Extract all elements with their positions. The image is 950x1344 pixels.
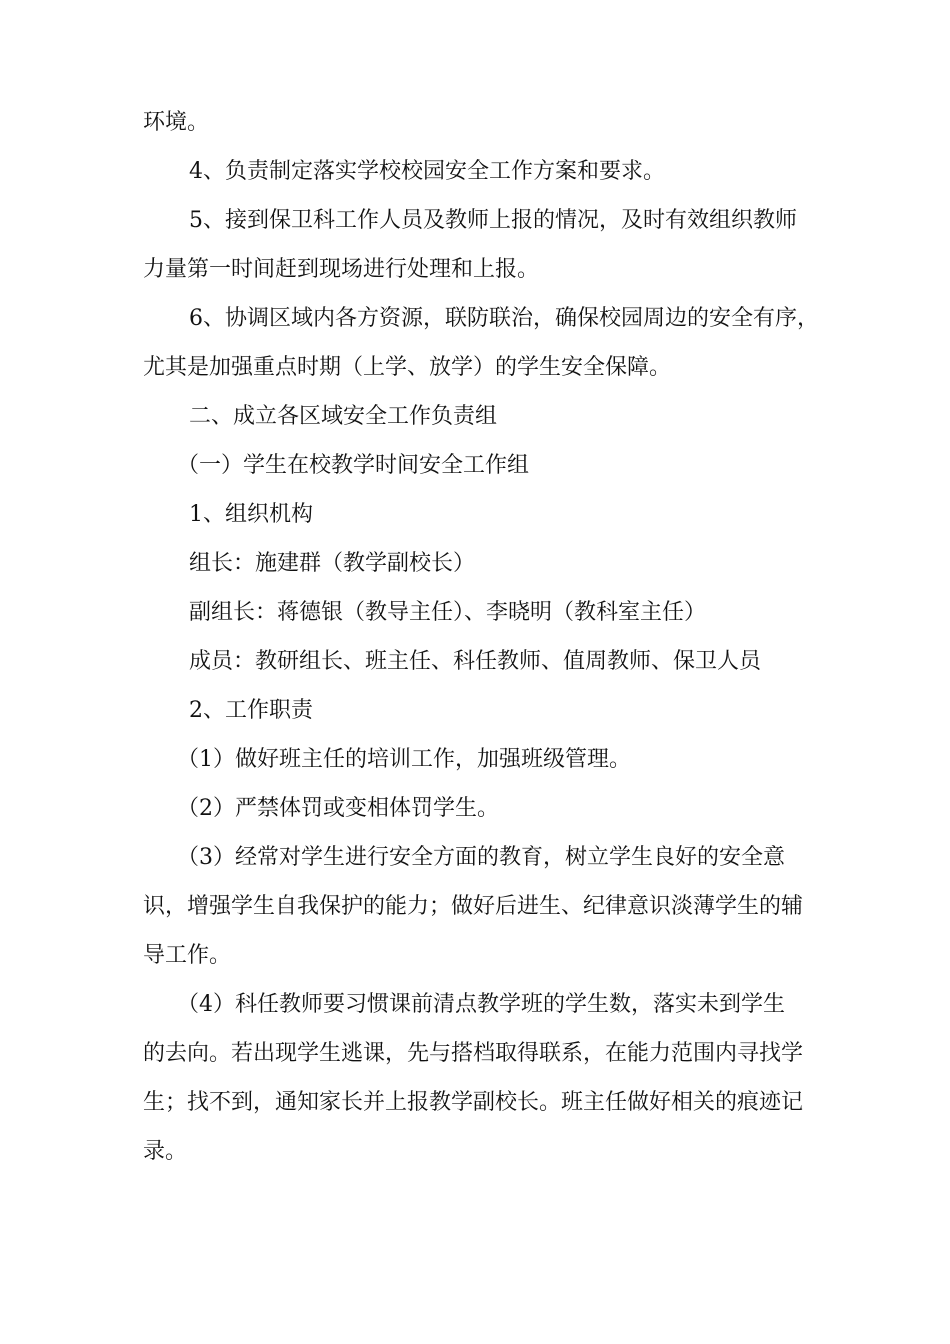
paragraph-line: 识，增强学生自我保护的能力；做好后进生、纪律意识淡薄学生的辅	[143, 894, 804, 919]
item-heading: 2、工作职责	[189, 698, 313, 723]
subsection-heading: （一）学生在校教学时间安全工作组	[177, 453, 530, 478]
item-heading: 1、组织机构	[189, 502, 313, 527]
paragraph-line: （2）严禁体罚或变相体罚学生。	[177, 796, 499, 821]
paragraph-line: 组长：施建群（教学副校长）	[189, 551, 476, 576]
document-body	[143, 98, 823, 1176]
paragraph-line: （1）做好班主任的培训工作，加强班级管理。	[177, 747, 631, 772]
paragraph-line: 成员：教研组长、班主任、科任教师、值周教师、保卫人员	[189, 649, 762, 674]
section-heading: 二、成立各区域安全工作负责组	[189, 404, 498, 429]
paragraph-line: 导工作。	[143, 943, 232, 968]
paragraph-line: 力量第一时间赶到现场进行处理和上报。	[143, 257, 540, 282]
paragraph-line: 环境。	[143, 110, 210, 135]
paragraph-line: （3）经常对学生进行安全方面的教育，树立学生良好的安全意	[177, 845, 785, 870]
paragraph-line: 生；找不到，通知家长并上报教学副校长。班主任做好相关的痕迹记	[143, 1090, 804, 1115]
paragraph-line: 5、接到保卫科工作人员及教师上报的情况，及时有效组织教师	[189, 208, 797, 233]
paragraph-line: 6、协调区域内各方资源，联防联治，确保校园周边的安全有序，	[189, 306, 819, 331]
paragraph-line: 的去向。若出现学生逃课，先与搭档取得联系，在能力范围内寻找学	[143, 1041, 804, 1066]
paragraph-line: 副组长：蒋德银（教导主任）、李晓明（教科室主任）	[189, 600, 707, 625]
paragraph-line: （4）科任教师要习惯课前清点教学班的学生数，落实未到学生	[177, 992, 785, 1017]
paragraph-line: 4、负责制定落实学校校园安全工作方案和要求。	[189, 159, 665, 184]
paragraph-line: 尤其是加强重点时期（上学、放学）的学生安全保障。	[143, 355, 672, 380]
paragraph-line: 录。	[143, 1139, 188, 1164]
